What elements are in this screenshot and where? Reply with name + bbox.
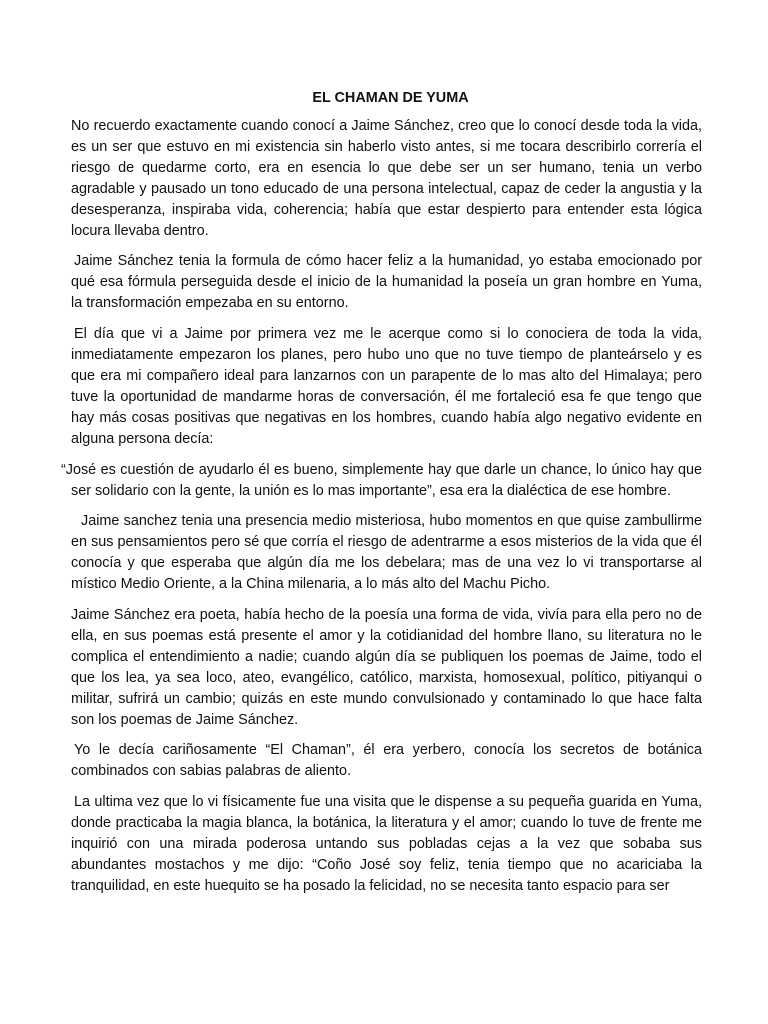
paragraph-1: No recuerdo exactamente cuando conocí a Jaime Sánchez, creo que lo conocí desde toda la vida, es un ser que estuvo en mi existencia sin haberlo visto antes, si me tocara describirlo correría el riesgo de quedarme corto, era en esencia lo que debe ser un ser humano, tenia un verbo agradable y pausado un tono educado de una persona intelectual, capaz de ceder la angustia y la desesperanza, inspiraba vida, coherencia; había que estar despierto para entender esta lógica locura llevaba dentro. [71,118,702,239]
document-title: EL CHAMAN DE YUMA [312,90,469,106]
paragraph-7: Yo le decía cariñosamente “El Chaman”, él era yerbero, conocía los secretos de botánica combinados con sabias palabras de aliento. [71,742,702,780]
paragraph-8: La ultima vez que lo vi físicamente fue una visita que le dispense a su pequeña guarida en Yuma, donde practicaba la magia blanca, la botánica, la literatura y el amor; cuando lo tuve de frente me inquirió con una mirada poderosa untando sus pobladas cejas a la vez que sobaba sus abundantes mostachos y me dijo: “Coño José soy feliz, tenia tiempo que no acariciaba la tranquilidad, en este huequito se ha posado la felicidad, no se necesita tanto espacio para ser [71,794,702,894]
paragraph-6: Jaime Sánchez era poeta, había hecho de la poesía una forma de vida, vivía para ella pero no de ella, en sus poemas está presente el amor y la cotidianidad del hombre llano, su literatura no le complica el entendimiento a nadie; cuando algún día se publiquen los poemas de Jaime, todo el que los lea, ya sea loco, ateo, evangélico, católico, marxista, homosexual, político, pitiyanqui o militar, sufrirá un cambio; quizás en este mundo convulsionado y contaminado lo que hace falta son los poemas de Jaime Sánchez. [71,607,702,728]
paragraph-2: Jaime Sánchez tenia la formula de cómo hacer feliz a la humanidad, yo estaba emocionado por qué esa fórmula perseguida desde el inicio de la humanidad la poseía un gran hombre en Yuma, la transformación empezaba en su entorno. [71,253,702,312]
paragraph-5: Jaime sanchez tenia una presencia medio misteriosa, hubo momentos en que quise zambullirme en sus pensamientos pero sé que corría el riesgo de adentrarme a esos misterios de la vida que él conocía y que esperaba que algún día me los debelara; mas de una vez lo vi transportarse al místico Medio Oriente, a la China milenaria, a lo más alto del Machu Picho. [71,513,702,593]
paragraph-3: El día que vi a Jaime por primera vez me le acerque como si lo conociera de toda la vida, inmediatamente empezaron los planes, pero hubo uno que no tuve tiempo de planteárselo y es que era mi compañero ideal para lanzarnos con un parapente de lo mas alto del Himalaya; pero tuve la oportunidad de mandarme horas de conversación, él me fortaleció esa fe que tengo que hay más cosas positivas que negativas en los hombres, cuando había algo negativo evidente en alguna persona decía: [71,326,702,447]
paragraph-quote: “José es cuestión de ayudarlo él es bueno, simplemente hay que darle un chance, lo único hay que ser solidario con la gente, la unión es lo mas importante”, esa era la dialéctica de ese hombre. [61,461,702,499]
document-page [61,88,702,907]
